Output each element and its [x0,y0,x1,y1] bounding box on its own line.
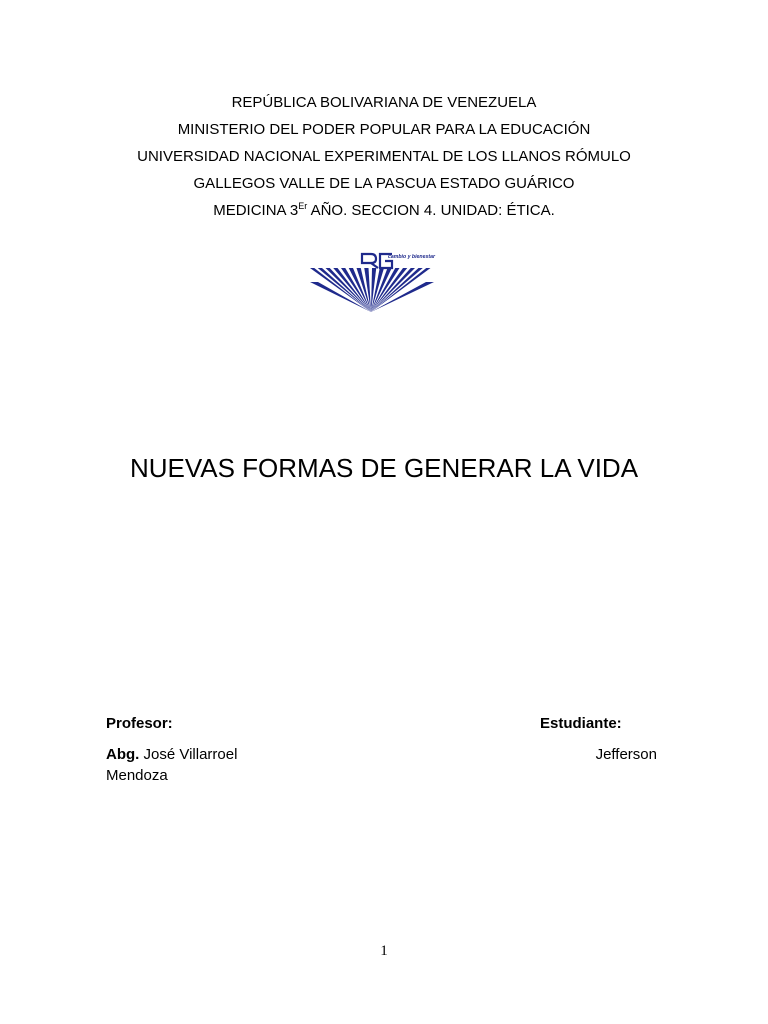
header-line-ministerio: MINISTERIO DEL PODER POPULAR PARA LA EDUCACIÓN [177,121,591,138]
header-line-universidad: UNIVERSIDAD NACIONAL EXPERIMENTAL DE LOS LLANOS RÓMULO [137,148,631,165]
estudiante-name: Jefferson [595,746,657,763]
page-number: 1 [380,943,388,959]
page-title: NUEVAS FORMAS DE GENERAR LA VIDA [129,453,639,483]
header-line-ubicacion: GALLEGOS VALLE DE LA PASCUA ESTADO GUÁRICO [193,175,575,192]
logo-caption: cambio y bienestar [388,254,435,260]
university-logo [308,244,438,314]
curso-superscript: Er [298,201,308,211]
profesor-title-prefix: Abg. [106,746,140,763]
header-line-republica: REPÚBLICA BOLIVARIANA DE VENEZUELA [231,94,537,111]
institution-header [0,89,768,224]
profesor-name [106,744,266,786]
estudiante-label: Estudiante: [540,715,622,732]
profesor-label: Profesor: [106,715,173,732]
curso-prefix: MEDICINA 3 [213,202,299,219]
logo-ray [318,268,371,312]
profesor-full-name: José Villarroel Mendoza [106,746,238,784]
header-line-curso [0,197,768,224]
curso-suffix: AÑO. SECCION 4. UNIDAD: ÉTICA. [307,202,555,219]
